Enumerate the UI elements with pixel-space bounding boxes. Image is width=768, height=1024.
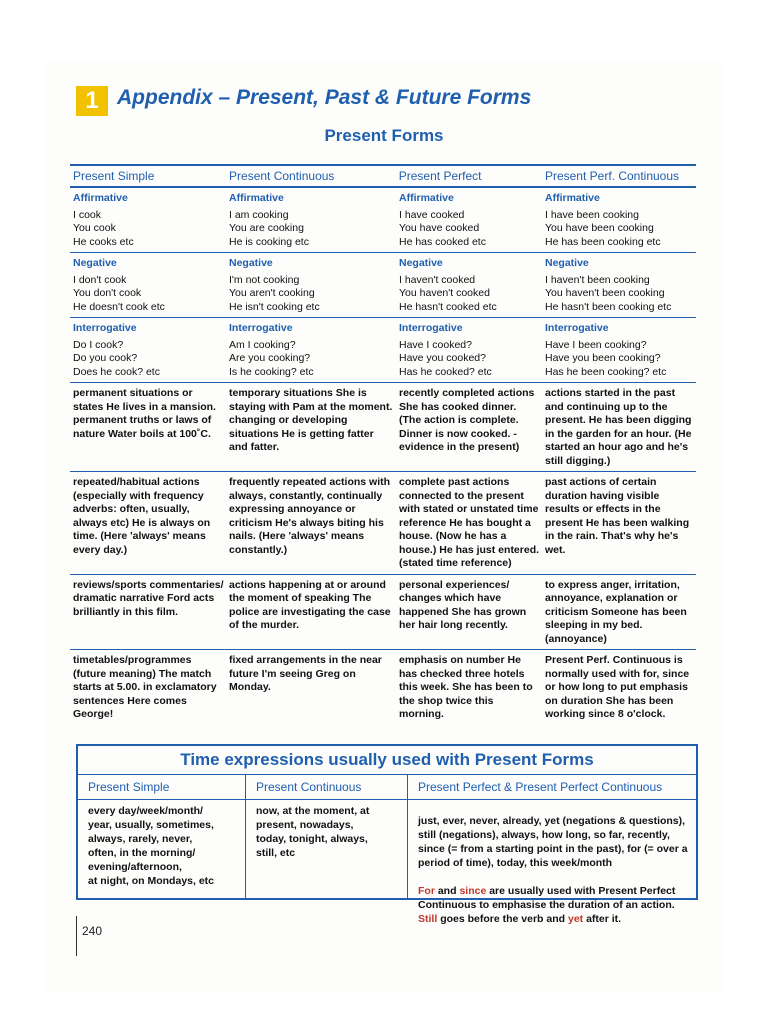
table-cell (542, 188, 696, 252)
usage-cell: actions happening at or around the moment of speaking The police are investigating the case of the murder. (229, 578, 391, 631)
note-since: since (459, 885, 487, 897)
form-example: I don't cook You don't cook He doesn't cook etc (73, 273, 165, 313)
affirmative-row (70, 188, 696, 253)
table-cell (396, 318, 542, 382)
form-example: I haven't cooked You haven't cooked He hasn't cooked etc (399, 273, 497, 313)
form-label: Interrogative (229, 322, 293, 334)
column-header: Present Perf. Continuous (544, 169, 680, 183)
table-cell (542, 318, 696, 382)
form-example: I have been cooking You have been cooking He has been cooking etc (545, 208, 661, 248)
te-perfect-note (418, 884, 690, 926)
form-example: I haven't been cooking You haven't been cooking He hasn't been cooking etc (545, 273, 672, 313)
usage-cell: past actions of certain duration having visible results or effects in the present He has been walking in the rain. That's why he's wet. (545, 476, 690, 556)
page-number-rule (76, 916, 77, 956)
usage-cell: emphasis on number He has checked three hotels this week. She has been to the shop twice this morning. (399, 654, 533, 720)
time-expressions-title: Time expressions usually used with Present Forms (180, 750, 594, 769)
form-label: Interrogative (399, 322, 463, 334)
table-cell (226, 318, 396, 382)
table-cell (226, 188, 396, 252)
time-expressions-header (78, 774, 696, 800)
section-number-box (76, 86, 108, 116)
usage-row (70, 383, 696, 472)
present-forms-table (70, 164, 696, 725)
table-cell (70, 253, 226, 317)
te-column-header: Present Perfect & Present Perfect Continuous (418, 780, 663, 794)
form-example: Have I been cooking? Have you been cooking? Has he been cooking? etc (545, 338, 667, 378)
table-header-row (70, 164, 696, 188)
form-label: Affirmative (399, 192, 454, 204)
te-simple-cell: every day/week/month/ year, usually, sometimes, always, rarely, never, often, in the morning/ evening/afternoon, at night, on Mondays, etc (78, 800, 246, 898)
te-perfect-cell (408, 800, 696, 925)
te-column-header: Present Continuous (246, 775, 408, 799)
column-header: Present Simple (73, 169, 155, 183)
form-example: I cook You cook He cooks etc (73, 208, 134, 248)
section-number: 1 (85, 87, 99, 114)
table-cell (396, 253, 542, 317)
table-cell (542, 253, 696, 317)
form-label: Negative (73, 257, 117, 269)
usage-cell: recently completed actions She has cooked dinner. (The action is complete. Dinner is now cooked. - evidence in the present) (399, 387, 535, 453)
table-cell (226, 253, 396, 317)
section-subtitle: Present Forms (324, 126, 444, 145)
usage-cell: temporary situations She is staying with Pam at the moment. changing or developing situations He is getting fatter and fatter. (229, 387, 393, 453)
note-yet: yet (567, 913, 584, 925)
te-perfect-list: just, ever, never, already, yet (negations & questions), still (negations), always, how long, so far, recently, since (= from a starting point in the past), for (= over a period of time), today, this week/month (418, 815, 688, 869)
table-cell (396, 188, 542, 252)
usage-cell: frequently repeated actions with always, constantly, continually expressing annoyance or criticism He's always biting his nails. (Here 'always' means constantly.) (229, 476, 391, 556)
form-example: Do I cook? Do you cook? Does he cook? etc (73, 338, 160, 378)
page-title: Appendix – Present, Past & Future Forms (117, 86, 532, 109)
te-continuous-cell: now, at the moment, at present, nowadays, today, tonight, always, still, etc (246, 800, 408, 898)
form-label: Affirmative (229, 192, 284, 204)
usage-cell: complete past actions connected to the present with stated or unstated time reference He has bought a house. (Now he has a house.) He has just entered. (stated time reference) (399, 476, 540, 569)
form-label: Affirmative (545, 192, 600, 204)
form-example: Am I cooking? Are you cooking? Is he cooking? etc (229, 338, 314, 378)
column-header: Present Perfect (398, 169, 482, 183)
usage-row (70, 472, 696, 575)
usage-cell: permanent situations or states He lives in a mansion. permanent truths or laws of nature Water boils at 100˚C. (73, 387, 216, 440)
form-label: Negative (545, 257, 589, 269)
table-cell (70, 318, 226, 382)
time-expressions-body (78, 800, 696, 925)
usage-cell: fixed arrangements in the near future I'm seeing Greg on Monday. (229, 654, 382, 693)
usage-cell: repeated/habitual actions (especially with frequency adverbs: often, usually, always etc) He is always on time. (Here 'always' means every day.) (73, 476, 211, 556)
note-for: For (418, 885, 435, 897)
form-label: Negative (399, 257, 443, 269)
note-still: Still (418, 913, 438, 925)
form-example: I'm not cooking You aren't cooking He isn't cooking etc (229, 273, 320, 313)
te-column-header: Present Simple (78, 775, 246, 799)
note-rest: goes before the verb and (440, 913, 566, 925)
form-label: Interrogative (73, 322, 137, 334)
interrogative-row (70, 318, 696, 383)
usage-row (70, 650, 696, 725)
form-example: Have I cooked? Have you cooked? Has he cooked? etc (399, 338, 492, 378)
usage-row (70, 575, 696, 651)
note-rest: after it. (586, 913, 622, 925)
form-example: I have cooked You have cooked He has cooked etc (399, 208, 486, 248)
note-and: and (437, 885, 457, 897)
usage-cell: Present Perf. Continuous is normally used with for, since or how long to put emphasis on duration She has been working since 8 o'clock. (545, 654, 690, 720)
usage-cell: reviews/sports commentaries/ dramatic narrative Ford acts brilliantly in this film. (73, 578, 224, 618)
form-label: Negative (229, 257, 273, 269)
table-cell (70, 188, 226, 252)
time-expressions-box (76, 744, 698, 925)
form-label: Affirmative (73, 192, 128, 204)
form-label: Interrogative (545, 322, 609, 334)
negative-row (70, 253, 696, 318)
usage-cell: personal experiences/ changes which have happened She has grown her hair long recently. (399, 578, 527, 631)
usage-cell: timetables/programmes (future meaning) The match starts at 5.00. in exclamatory sentences Here comes George! (73, 654, 217, 720)
page-number: 240 (82, 924, 103, 938)
usage-cell: to express anger, irritation, annoyance, explanation or criticism Someone has been sleeping in my bed. (annoyance) (545, 578, 687, 645)
form-example: I am cooking You are cooking He is cooking etc (229, 208, 309, 248)
column-header: Present Continuous (229, 169, 335, 183)
usage-cell: actions started in the past and continuing up to the present. He has been digging in the garden for an hour. (He started an hour ago and he's still digging.) (545, 387, 692, 467)
note-rest: are usually used with Present Perfect Continuous to emphasise the duration of an action. (418, 885, 676, 911)
